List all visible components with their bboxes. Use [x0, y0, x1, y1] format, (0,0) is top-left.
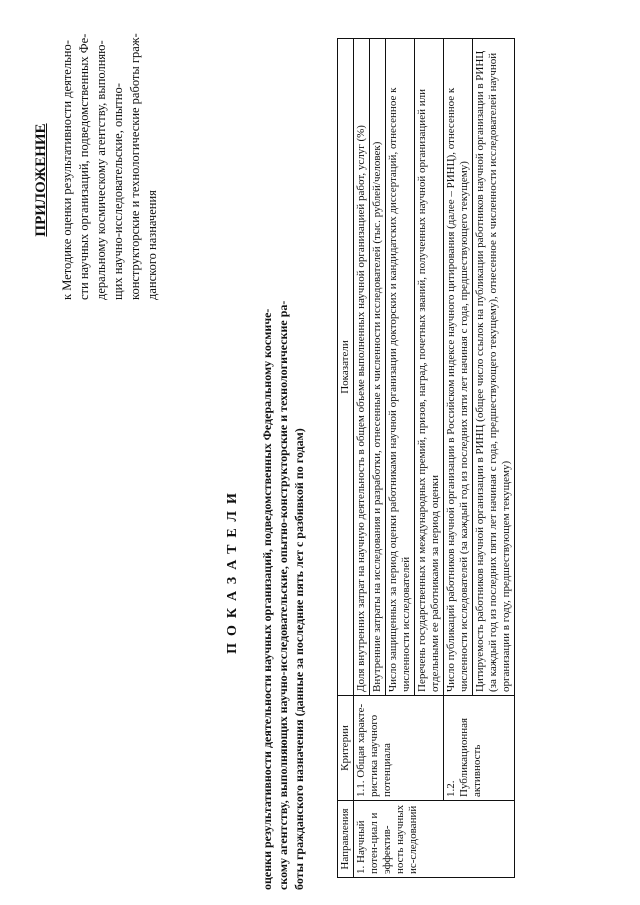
appendix-line: к Методике оценки результативности деятельно-	[60, 40, 74, 300]
appendix-caption	[59, 33, 161, 300]
subtitle-line: скому агентству, выполняющих научно-исследовательские, опытно-конструкторские и технологические ра-	[276, 300, 290, 890]
appendix-line: сти научных организаций, подведомственных Фе-	[77, 33, 91, 300]
appendix-line: деральному космическому агентству, выполняю-	[94, 40, 108, 300]
appendix-line: данского назначения	[145, 190, 159, 300]
indicator-cell: Перечень государственных и международных премий, призов, наград, почетных званий, полученных научной организацией или отдельными ее работниками за период оценки	[415, 39, 444, 696]
rotated-page	[15, 25, 625, 890]
header-indicators: Показатели	[338, 39, 354, 696]
indicators-table	[337, 38, 515, 878]
document-subtitle	[259, 90, 307, 890]
appendix-line: конструкторские и технологические работы граж-	[128, 33, 142, 300]
table-row	[354, 39, 370, 878]
criterion-cell: 1.1. Общая характе-ристика научного потенциала	[354, 696, 444, 801]
indicator-cell: Цитируемость работников научной организации в РИНЦ (общее число ссылок на публикации работников научной организации в РИНЦ (за каждый год из последних пяти лет начиная с года, предшествующего текущему), отнесенное к численности исследователей научной организации в году, предшествующем текущему)	[473, 39, 515, 696]
direction-cell: 1. Научный потен-циал и эффектив-ность научных ис-следований	[354, 801, 515, 878]
appendix-line: щих научно-исследовательские, опытно-	[111, 83, 125, 300]
document-heading: ПОКАЗАТЕЛИ	[225, 486, 240, 654]
appendix-title: ПРИЛОЖЕНИЕ	[33, 123, 49, 237]
header-criteria: Критерии	[338, 696, 354, 801]
indicator-cell: Внутренние затраты на исследования и разработки, отнесенные к численности исследователей (тыс. рублей/человек)	[370, 39, 386, 696]
indicator-cell: Число публикаций работников научной организации в Российском индексе научного цитирования (далее – РИНЦ), отнесенное к численности исследователей (за каждый год из последних пяти лет начиная с года, предшествующего текущему)	[444, 39, 473, 696]
indicator-cell: Доля внутренних затрат на научную деятельность в общем объеме выполненных научной организацией работ, услуг (%)	[354, 39, 370, 696]
subtitle-line: боты гражданского назначения (данные за последние пять лет с разбивкой по годам)	[292, 428, 306, 890]
table-row	[444, 39, 473, 878]
criterion-cell: 1.2. Публикационная активность	[444, 696, 515, 801]
header-direction: Направления	[338, 801, 354, 878]
subtitle-line: оценки результативности деятельности научных организаций, подведомственных Федеральному космиче-	[260, 308, 274, 890]
indicator-cell: Число защищенных за период оценки работниками научной организации докторских и кандидатских диссертаций, отнесенное к численности исследователей	[386, 39, 415, 696]
table-header-row	[338, 39, 354, 878]
